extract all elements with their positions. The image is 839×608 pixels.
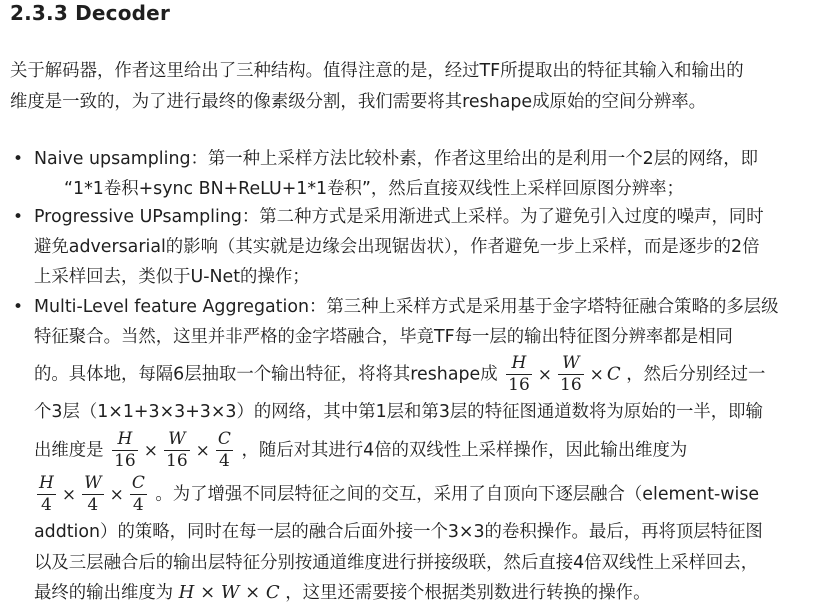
bullet-3-line-6	[34, 475, 759, 514]
bullet-1-line-2: “1*1卷积+sync BN+ReLU+1*1卷积”，然后直接双线性上采样回原图分辨率；	[64, 179, 684, 199]
bullet-1-line-1: Naive upsampling：第一种上采样方法比较朴素，作者这里给出的是利用一个2层的网络，即	[34, 149, 759, 169]
bullet-2-line-2: 避免adversarial的影响（其实就是边缘会出现锯齿状），作者避免一步上采样，而是逐步的2倍	[34, 237, 760, 257]
bullet-3-line-4: 个3层（1×1+3×3+3×3）的网络，其中第1层和第3层的特征图通道数将为原始的一半，即输	[34, 402, 763, 422]
frac-den: 4	[41, 495, 52, 515]
frac-den: 4	[132, 495, 144, 515]
fraction-h-over-16	[112, 431, 138, 470]
frac-num: H	[506, 355, 532, 375]
bullet-3-line-3	[34, 355, 765, 394]
frac-num: C	[217, 429, 231, 449]
bullet-3-line-5	[34, 431, 687, 470]
frac-den: 16	[508, 375, 530, 395]
bullet-3-line-9	[34, 578, 650, 608]
bullet-3-line-9-text-a: 最终的输出维度为	[34, 583, 174, 603]
frac-num: W	[164, 431, 190, 451]
frac-den: 16	[560, 375, 582, 395]
times-symbol: ×	[109, 484, 124, 505]
intro-line-1: 关于解码器，作者这里给出了三种结构。值得注意的是，经过TF所提取出的特征其输入和输出的	[10, 61, 744, 81]
bullet-3-line-7: addtion）的策略，同时在每一层的融合后面外接一个3×3的卷积操作。最后，再将顶层特征图	[34, 522, 763, 542]
bullet-3-line-1: Multi-Level feature Aggregation：第三种上采样方式是采用基于金字塔特征融合策略的多层级	[34, 297, 779, 317]
frac-den: 16	[114, 451, 136, 471]
times-symbol: ×	[143, 440, 158, 461]
bullet-3-line-3-text-b: ，然后分别经过一	[626, 364, 766, 385]
frac-num: H	[39, 473, 54, 493]
times-symbol: ×	[195, 440, 210, 461]
fraction-h-over-4	[37, 475, 56, 514]
bullet-3-line-9-text-c: 换的操作。	[563, 583, 651, 603]
fraction-c-over-4	[130, 475, 147, 514]
frac-num: W	[558, 355, 584, 375]
frac-num: C	[131, 473, 145, 493]
frac-num: W	[84, 473, 102, 493]
bullet-3-line-2: 特征聚合。当然，这里并非严格的金字塔融合，毕竟TF每一层的输出特征图分辨率都是相同	[34, 327, 733, 347]
bullet-2-line-1: Progressive UPsampling：第二种方式是采用渐进式上采样。为了避免引入过度的噪声，同时	[34, 207, 764, 227]
math-c: C	[606, 363, 621, 385]
bullet-2-line-3: 上采样回去，类似于U-Net的操作；	[34, 267, 310, 287]
bullet-3-line-5-text-a: 出维度是	[34, 440, 104, 461]
bullet-3-line-6-text-b: 。为了增强不同层特征之间的交互，采用了自顶向下逐层融合（element-wise	[155, 484, 760, 505]
fraction-h-over-16	[506, 355, 532, 394]
bullet-marker-2: •	[13, 207, 24, 227]
fraction-w-over-16	[558, 355, 584, 394]
section-heading: 2.3.3 Decoder	[10, 1, 171, 25]
bullet-3-line-3-text-a: 的。具体地，每隔6层抽取一个输出特征，将将其reshape成	[34, 364, 498, 385]
math-final-dims: H × W × C	[178, 582, 280, 603]
fraction-c-over-4	[216, 431, 233, 470]
frac-num: H	[112, 431, 138, 451]
bullet-3-line-5-text-b: ，随后对其进行4倍的双线性上采样操作，因此输出维度为	[241, 440, 688, 461]
frac-den: 4	[218, 451, 230, 471]
bullet-3-line-8: 以及三层融合后的输出层特征分别按通道维度进行拼接级联，然后直接4倍双线性上采样回去，	[34, 553, 759, 573]
times-symbol: ×	[61, 484, 77, 505]
bullet-marker-3: •	[13, 297, 24, 317]
bullet-marker-1: •	[13, 149, 24, 169]
frac-den: 4	[87, 495, 99, 515]
times-symbol: ×	[589, 364, 604, 385]
times-symbol: ×	[537, 364, 553, 385]
frac-den: 16	[166, 451, 188, 471]
bullet-3-line-9-text-b: ，这里还需要接个根据类别数进行转	[285, 583, 564, 603]
fraction-w-over-4	[82, 475, 103, 514]
intro-line-2: 维度是一致的，为了进行最终的像素级分割，我们需要将其reshape成原始的空间分辨率。	[10, 92, 707, 112]
fraction-w-over-16	[164, 431, 190, 470]
